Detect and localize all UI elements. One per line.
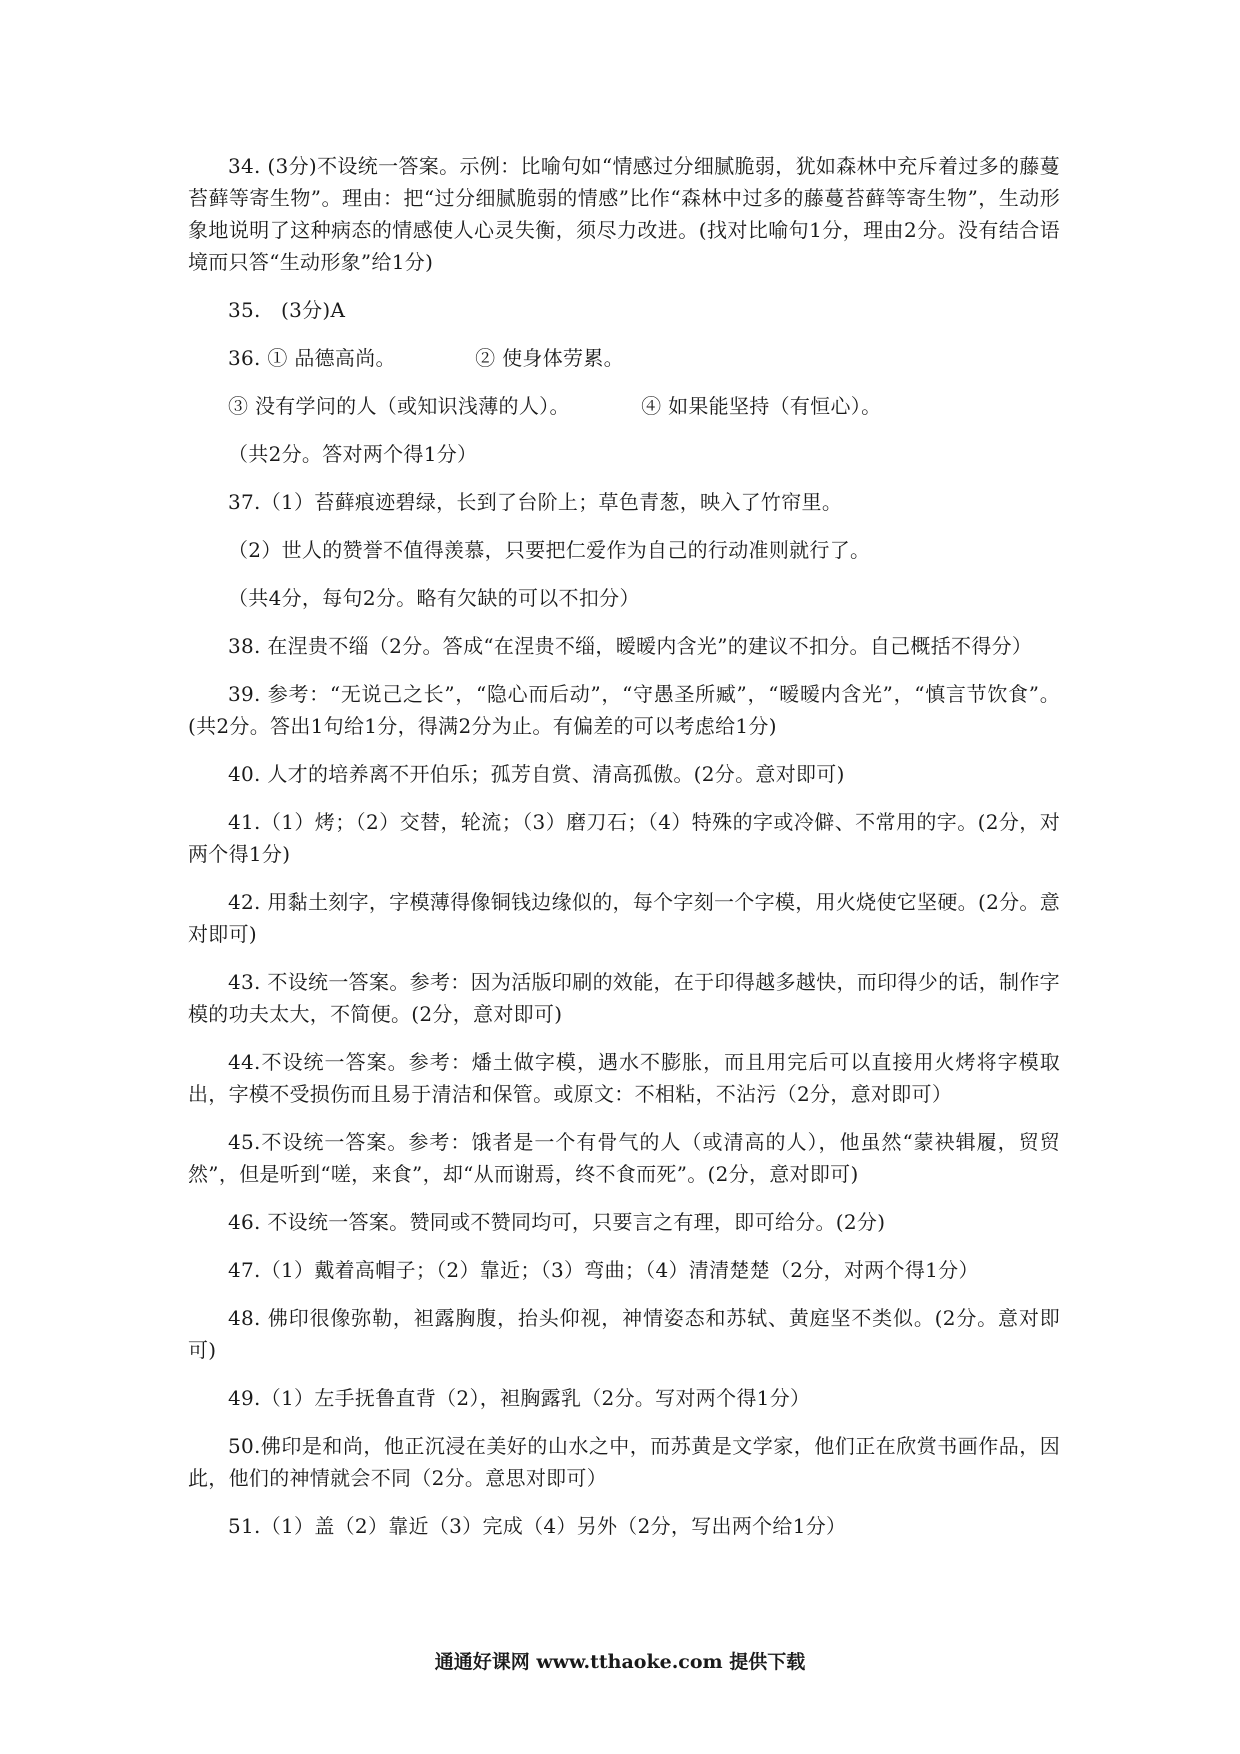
answer-35: 35. (3分)A	[228, 298, 346, 322]
answer-49: 49.（1）左手抚鲁直背（2），袒胸露乳（2分。写对两个得1分）	[228, 1386, 811, 1410]
answer-44: 44.不设统一答案。参考：燔土做字模，遇水不膨胀，而且用完后可以直接用火烤将字模取出，字模不受损伤而且易于清洁和保管。或原文：不相粘，不沾污（2分，意对即可）	[188, 1050, 1060, 1106]
answer-37-note: （共4分，每句2分。略有欠缺的可以不扣分）	[228, 586, 640, 610]
answer-45: 45.不设统一答案。参考：饿者是一个有骨气的人（或清高的人），他虽然“蒙袂辑履，贸贸然”，但是听到“嗟，来食”，却“从而谢焉，终不食而死”。(2分，意对即可)	[188, 1130, 1060, 1186]
answer-34: 34. (3分)不设统一答案。示例：比喻句如“情感过分细腻脆弱，犹如森林中充斥着过多的藤蔓苔藓等寄生物”。理由：把“过分细腻脆弱的情感”比作“森林中过多的藤蔓苔藓等寄生物”，生动形象地说明了这种病态的情感使人心灵失衡，须尽力改进。(找对比喻句1分，理由2分。没有结合语境而只答“生动形象”给1分)	[188, 154, 1060, 274]
answer-41: 41.（1）烤；（2）交替，轮流；（3）磨刀石；（4）特殊的字或冷僻、不常用的字。(2分，对两个得1分)	[188, 810, 1060, 866]
answer-47: 47.（1）戴着高帽子；（2）靠近；（3）弯曲；（4）清清楚楚（2分，对两个得1分）	[228, 1258, 979, 1282]
answer-50: 50.佛印是和尚，他正沉浸在美好的山水之中，而苏黄是文学家，他们正在欣赏书画作品，因此，他们的神情就会不同（2分。意思对即可）	[188, 1434, 1060, 1490]
answer-48: 48. 佛印很像弥勒，袒露胸腹，抬头仰视，神情姿态和苏轼、黄庭坚不类似。(2分。意对即可)	[188, 1306, 1060, 1362]
answer-36-note: （共2分。答对两个得1分）	[228, 442, 478, 466]
answer-36-item4: ④ 如果能坚持（有恒心）。	[641, 394, 882, 418]
answer-36-line1	[188, 342, 1060, 374]
answer-37-part2: （2）世人的赞誉不值得羡慕，只要把仁爱作为自己的行动准则就行了。	[228, 538, 871, 562]
answer-39: 39. 参考：“无说己之长”，“隐心而后动”，“守愚圣所臧”，“暧暧内含光”，“慎言节饮食”。(共2分。答出1句给1分，得满2分为止。有偏差的可以考虑给1分)	[188, 682, 1060, 738]
answer-37-part1: 37.（1）苔藓痕迹碧绿，长到了台阶上；草色青葱，映入了竹帘里。	[228, 490, 843, 514]
answer-36-item1: 36. ① 品德高尚。	[228, 346, 396, 370]
answer-36-item3: ③ 没有学问的人（或知识浅薄的人）。	[228, 394, 570, 418]
answer-43: 43. 不设统一答案。参考：因为活版印刷的效能，在于印得越多越快，而印得少的话，制作字模的功夫太大，不简便。(2分，意对即可)	[188, 970, 1060, 1026]
page-footer: 通通好课网 www.tthaoke.com 提供下载	[434, 1651, 806, 1673]
answer-38: 38. 在涅贵不缁（2分。答成“在涅贵不缁，暧暧内含光”的建议不扣分。自己概括不得分）	[228, 634, 1033, 658]
answer-36-item2: ② 使身体劳累。	[475, 346, 624, 370]
answer-42: 42. 用黏土刻字，字模薄得像铜钱边缘似的，每个字刻一个字模，用火烧使它坚硬。(2分。意对即可)	[188, 890, 1060, 946]
answer-46: 46. 不设统一答案。赞同或不赞同均可，只要言之有理，即可给分。(2分)	[228, 1210, 886, 1234]
answer-51: 51.（1）盖（2）靠近（3）完成（4）另外（2分，写出两个给1分）	[228, 1514, 847, 1538]
answer-36-line2	[188, 390, 1060, 422]
answer-40: 40. 人才的培养离不开伯乐；孤芳自赏、清高孤傲。(2分。意对即可)	[228, 762, 845, 786]
answer-key-page	[188, 150, 1060, 1558]
